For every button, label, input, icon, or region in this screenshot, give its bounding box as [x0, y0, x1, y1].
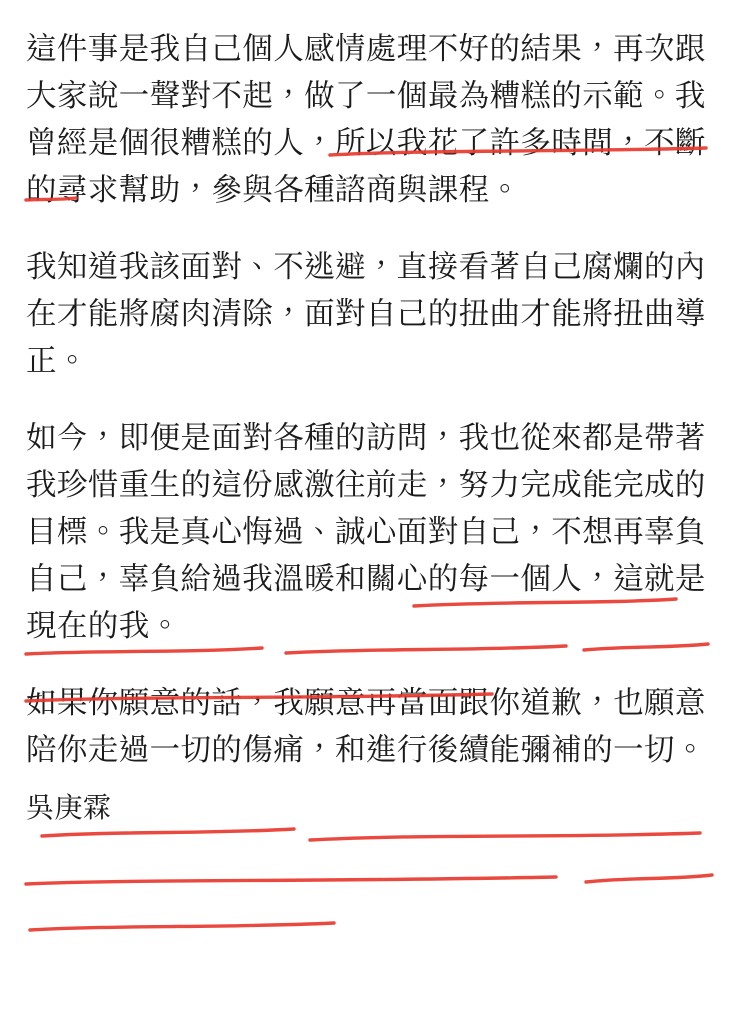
signature: 吳庚霖 [26, 792, 112, 823]
highlight-stroke-10 [26, 877, 556, 884]
highlight-stroke-9 [310, 833, 700, 840]
paragraph-1: 這件事是我自己個人感情處理不好的結果，再次跟大家說一聲對不起，做了一個最為糟糕的示範。我曾經是個很糟糕的人，所以我花了許多時間，不斷的尋求幫助，參與各種諮商與課程。 [26, 32, 706, 207]
paragraph-4: 如果你願意的話，我願意再當面跟你道歉，也願意陪你走過一切的傷痛，和進行後續能彌補的一切。 [26, 686, 706, 767]
statement-body [26, 26, 708, 828]
highlight-stroke-11 [586, 875, 712, 882]
paragraph-2: 我知道我該面對、不逃避，直接看著自己腐爛的內在才能將腐肉清除，面對自己的扭曲才能將扭曲導正。 [26, 250, 706, 378]
highlight-stroke-8 [42, 829, 294, 836]
highlight-stroke-12 [30, 923, 334, 930]
paragraph-3: 如今，即便是面對各種的訪問，我也從來都是帶著我珍惜重生的這份感激往前走，努力完成能完成的目標。我是真心悔過、誠心面對自己，不想再辜負自己，辜負給過我溫暖和關心的每一個人，這就是現在的我。 [26, 421, 706, 643]
